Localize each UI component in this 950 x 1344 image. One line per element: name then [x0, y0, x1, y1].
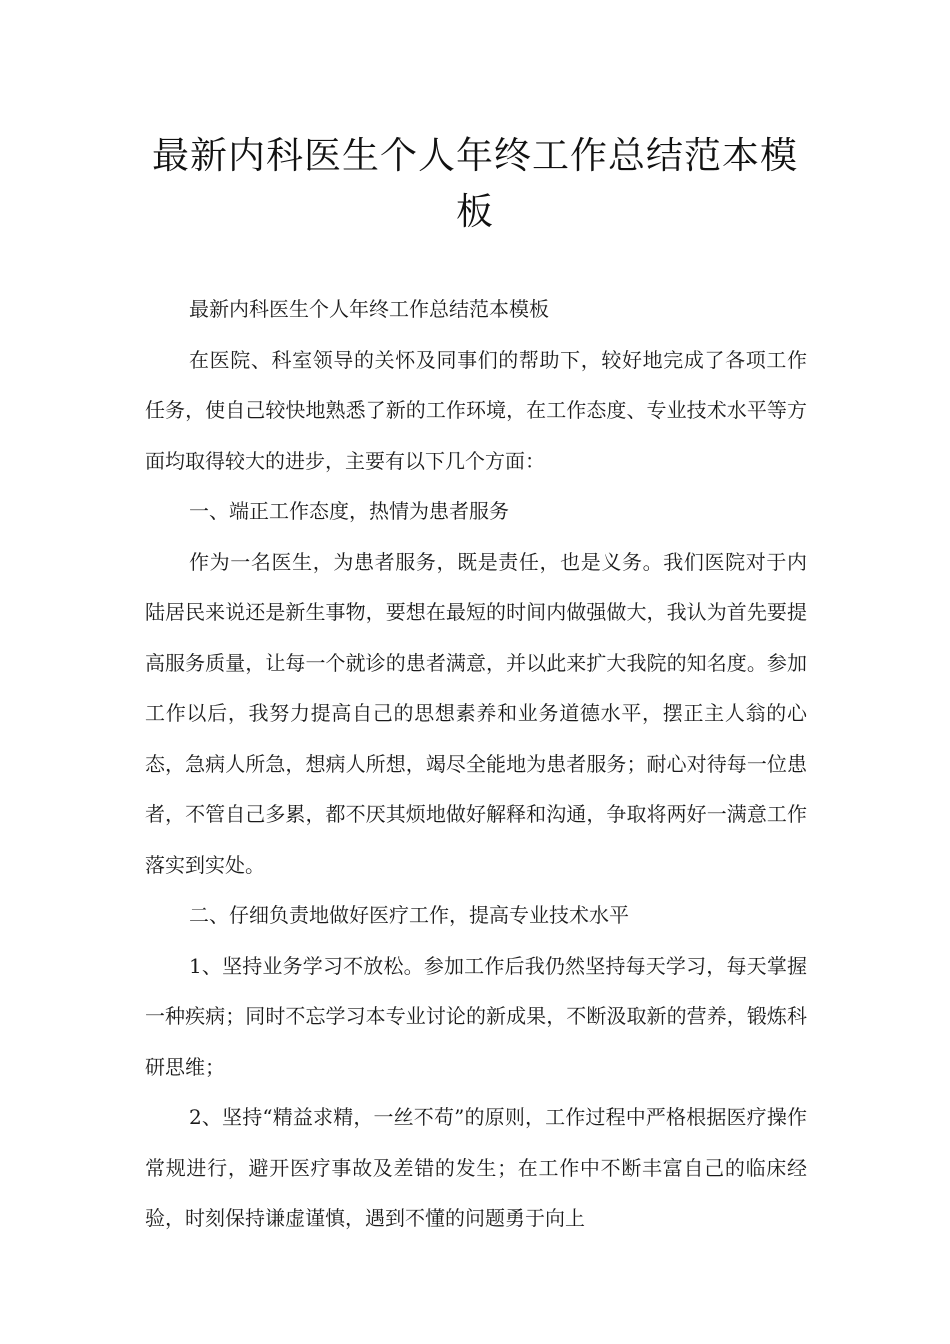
paragraph-service: 作为一名医生，为患者服务，既是责任，也是义务。我们医院对于内陆居民来说还是新生事物，要想在最短的时间内做强做大，我认为首先要提高服务质量，让每一个就诊的患者满意，并以此来扩大我院的知名度。参加工作以后，我努力提高自己的思想素养和业务道德水平，摆正主人翁的心态，急病人所急，想病人所想，竭尽全能地为患者服务；耐心对待每一位患者，不管自己多累，都不厌其烦地做好解释和沟通，争取将两好一满意工作落实到实处。 [145, 549, 807, 877]
document-title: 最新内科医生个人年终工作总结范本模板 [152, 134, 798, 233]
document-body [145, 284, 807, 1244]
paragraph-subtitle: 最新内科医生个人年终工作总结范本模板 [189, 297, 549, 321]
paragraph-item-1: 1、坚持业务学习不放松。参加工作后我仍然坚持每天学习，每天掌握一种疾病；同时不忘学习本专业讨论的新成果，不断汲取新的营养，锻炼科研思维； [145, 953, 807, 1079]
paragraph-item-2: 2、坚持“精益求精，一丝不苟”的原则，工作过程中严格根据医疗操作常规进行，避开医疗事故及差错的发生；在工作中不断丰富自己的临床经验，时刻保持谦虚谨慎，遇到不懂的问题勇于向上 [145, 1105, 807, 1230]
section-heading-1: 一、端正工作态度，热情为患者服务 [189, 499, 509, 523]
paragraph-intro: 在医院、科室领导的关怀及同事们的帮助下，较好地完成了各项工作任务，使自己较快地熟悉了新的工作环境，在工作态度、专业技术水平等方面均取得较大的进步，主要有以下几个方面： [145, 347, 807, 473]
section-heading-2: 二、仔细负责地做好医疗工作，提高专业技术水平 [189, 903, 629, 927]
